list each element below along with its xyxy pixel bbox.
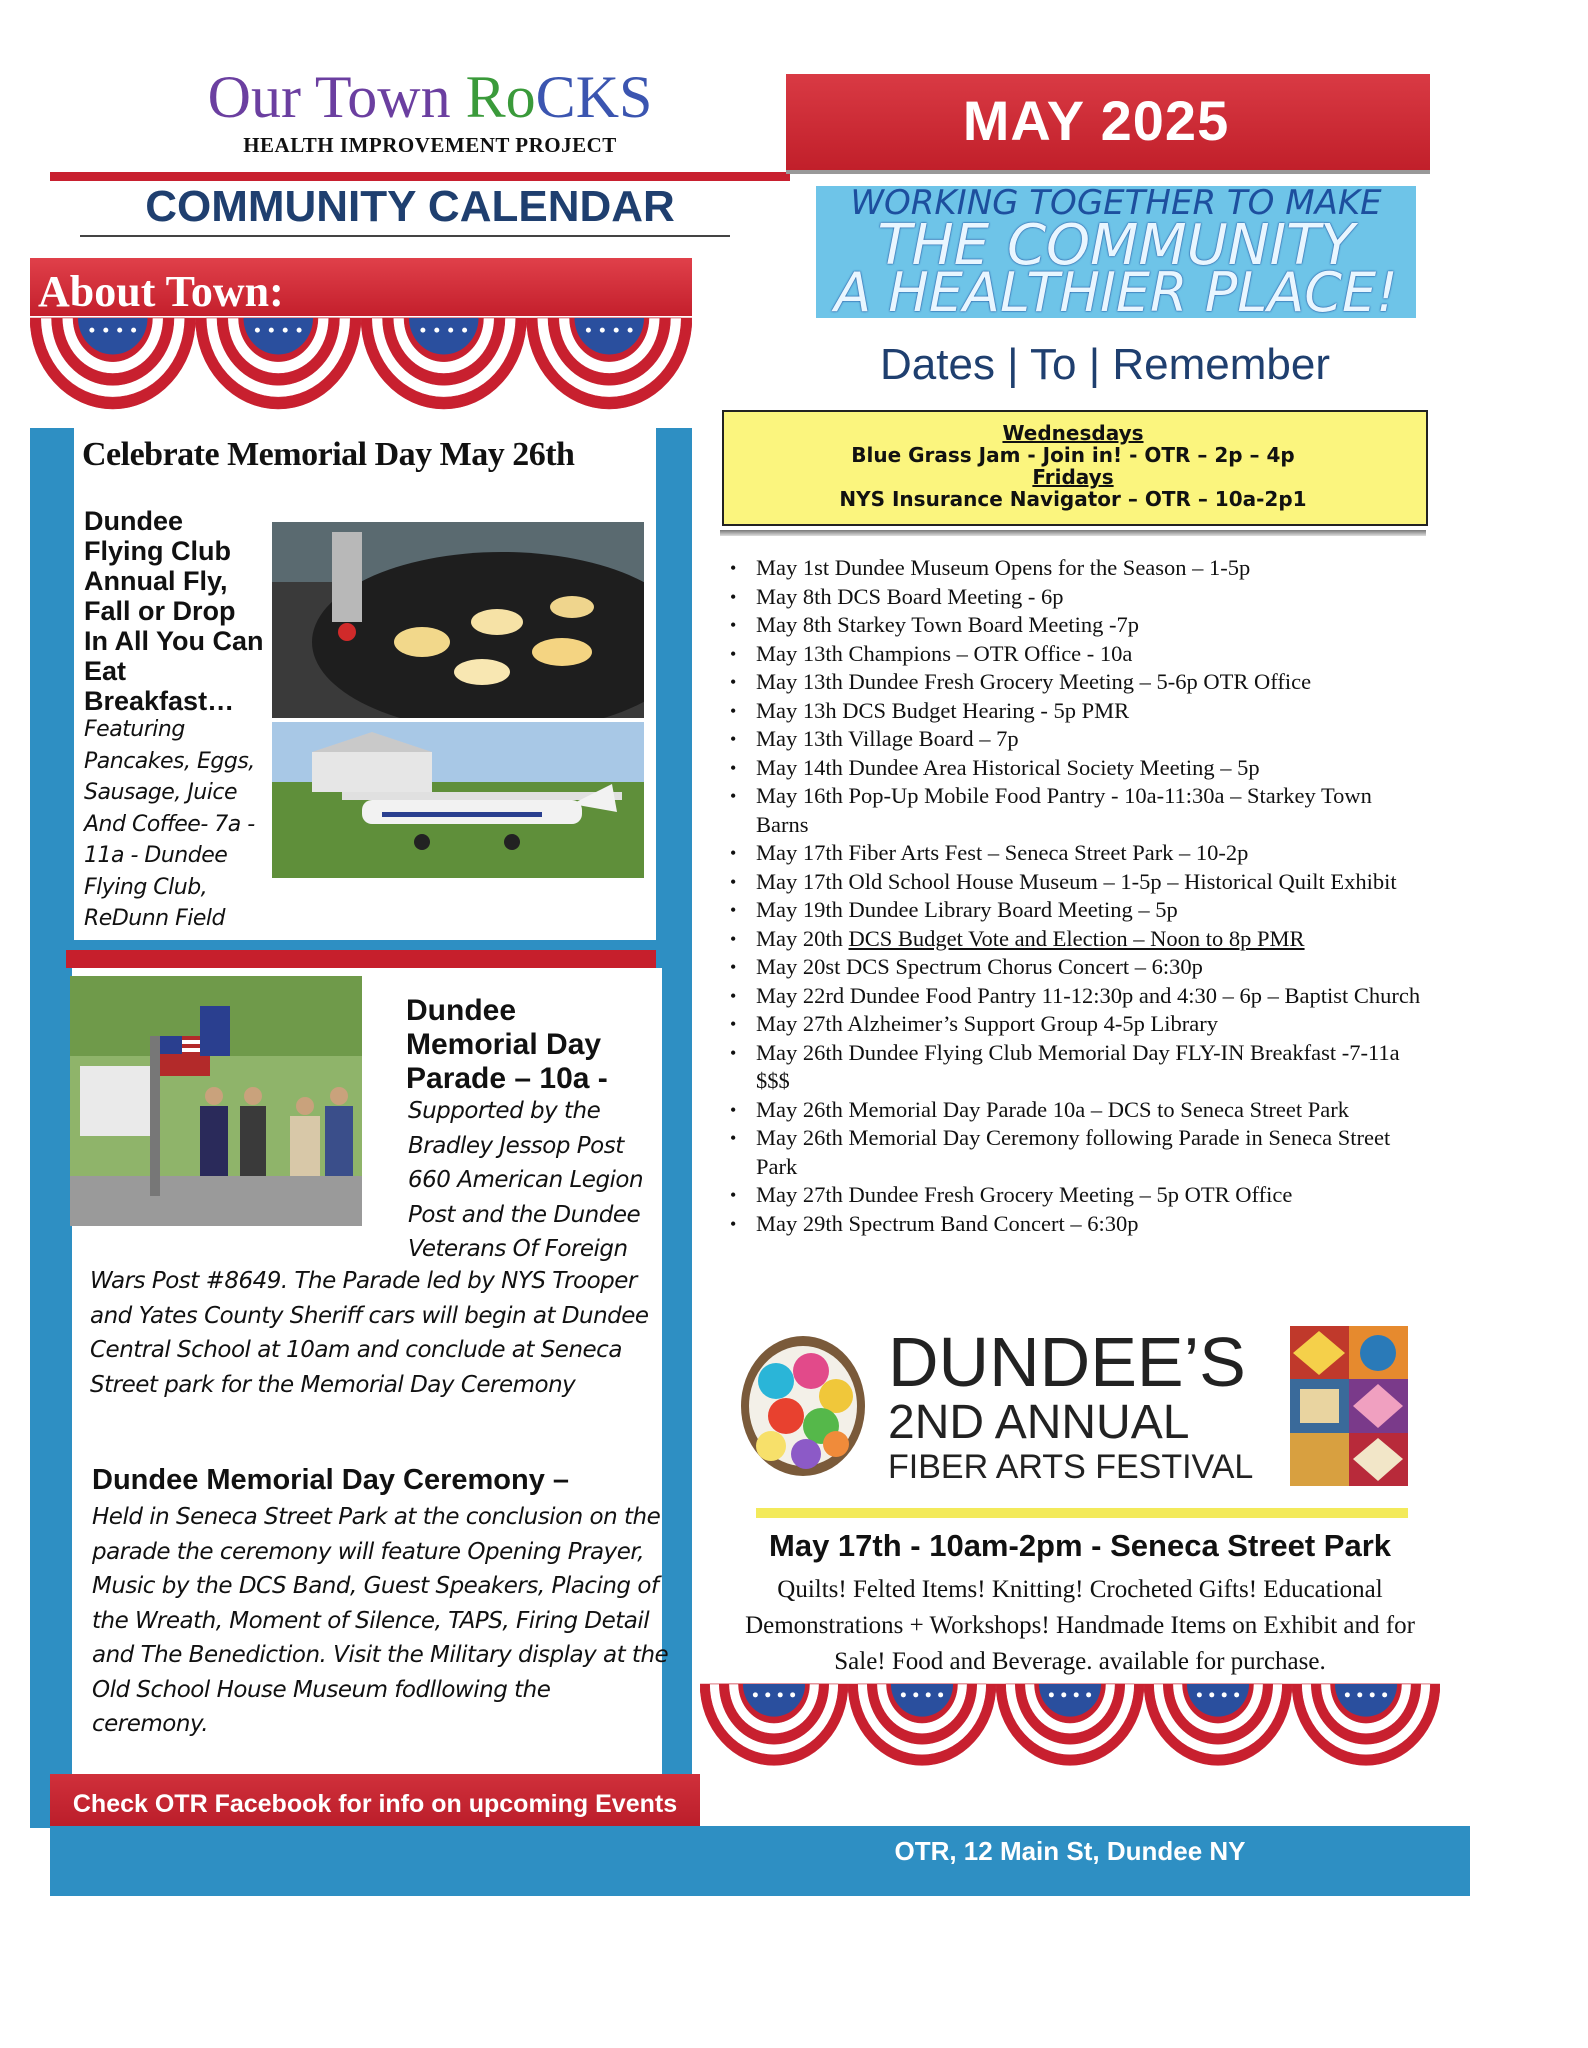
bunting-star <box>1049 1692 1054 1697</box>
bunting-star <box>628 328 633 333</box>
list-item: • May 26th Memorial Day Ceremony following Parade in Seneca Street Park <box>722 1124 1422 1181</box>
list-item: • May 22rd Dundee Food Pantry 11-12:30p and 4:30 – 6p – Baptist Church <box>722 982 1422 1011</box>
bunting-star <box>103 328 108 333</box>
fiber-title-festival: FIBER ARTS FESTIVAL <box>888 1448 1254 1486</box>
list-item: • May 17th Old School House Museum – 1-5p – Historical Quilt Exhibit <box>722 868 1422 897</box>
memorial-day-heading: Celebrate Memorial Day May 26th <box>82 436 575 473</box>
bunting-star <box>1382 1692 1387 1697</box>
bunting-star <box>1209 1692 1214 1697</box>
bunting-star <box>420 328 425 333</box>
parade-body-part2: Wars Post #8649. The Parade led by NYS Trooper and Yates County Sheriff cars will begin at Dundee Central School at 10am and conclude at Seneca Street park for the Memorial Day Ceremony <box>90 1268 649 1398</box>
bunting-star <box>778 1692 783 1697</box>
bunting-star <box>462 328 467 333</box>
list-item: • May 20th DCS Budget Vote and Election – Noon to 8p PMR <box>722 925 1422 954</box>
bunting-star <box>586 328 591 333</box>
fiber-date-line: May 17th - 10am-2pm - Seneca Street Park <box>769 1528 1391 1563</box>
dates-to-remember-title: Dates | To | Remember <box>880 340 1330 389</box>
list-item: • May 8th Starkey Town Board Meeting -7p <box>722 611 1422 640</box>
flag-bunting-icon <box>700 1680 1440 1820</box>
slogan-line-2: THE COMMUNITY <box>877 213 1355 278</box>
bunting-star <box>1357 1692 1362 1697</box>
bunting-left <box>30 316 692 428</box>
bunting-star <box>1345 1692 1350 1697</box>
bunting-star <box>131 328 136 333</box>
quilt-image <box>1290 1326 1408 1486</box>
bunting-star <box>765 1692 770 1697</box>
list-item: • May 17th Fiber Arts Fest – Seneca Street Park – 10-2p <box>722 839 1422 868</box>
list-item: • May 29th Spectrum Band Concert – 6:30p <box>722 1210 1422 1239</box>
budget-vote-underlined: DCS Budget Vote and Election – Noon to 8p PMR <box>848 925 1305 951</box>
fridays-event: NYS Insurance Navigator – OTR – 10a-2p1 <box>839 487 1307 511</box>
bunting-star <box>600 328 605 333</box>
bunting-star <box>1222 1692 1227 1697</box>
brand-part-cks: CKS <box>535 64 653 130</box>
list-item: • May 19th Dundee Library Board Meeting – 5p <box>722 896 1422 925</box>
wednesdays-event: Blue Grass Jam - Join in! - OTR – 2p – 4p <box>851 443 1295 467</box>
list-item: • May 13th Champions – OTR Office - 10a <box>722 640 1422 669</box>
about-town-title: About Town: <box>38 267 284 316</box>
parade-body-part1: Supported by the Bradley Jessop Post 660 American Legion Post and the Dundee Veterans Of Foreign <box>408 1098 644 1262</box>
bunting-star <box>1086 1692 1091 1697</box>
list-item: • May 14th Dundee Area Historical Society Meeting – 5p <box>722 754 1422 783</box>
bunting-star <box>938 1692 943 1697</box>
brand-part-our-town: Our Town <box>207 64 466 130</box>
bunting-right <box>700 1680 1440 1820</box>
flying-club-body: Featuring Pancakes, Eggs, Sausage, Juice And Coffee- 7a - 11a - Dundee Flying Club, ReDunn Field <box>84 717 255 931</box>
slogan-line-1: WORKING TOGETHER TO MAKE <box>850 183 1382 223</box>
events-list <box>722 554 1422 1238</box>
list-item: • May 27th Dundee Fresh Grocery Meeting – 5p OTR Office <box>722 1181 1422 1210</box>
bunting-star <box>1234 1692 1239 1697</box>
slogan-line-3: A HEALTHIER PLACE! <box>834 261 1398 324</box>
list-item: • May 13h DCS Budget Hearing - 5p PMR <box>722 697 1422 726</box>
flag-bunting-icon <box>30 316 692 428</box>
bunting-star <box>753 1692 758 1697</box>
list-item: • May 1st Dundee Museum Opens for the Season – 1-5p <box>722 554 1422 583</box>
bunting-star <box>913 1692 918 1697</box>
brand-subtitle: HEALTH IMPROVEMENT PROJECT <box>243 133 617 157</box>
brand-title <box>150 62 710 132</box>
list-item: • May 13th Village Board – 7p <box>722 725 1422 754</box>
bunting-star <box>269 328 274 333</box>
calendar-title: COMMUNITY CALENDAR <box>145 182 675 231</box>
pancake-photo <box>272 522 644 718</box>
list-item: • May 13th Dundee Fresh Grocery Meeting – 5-6p OTR Office <box>722 668 1422 697</box>
parade-photo <box>70 976 362 1226</box>
bunting-star <box>448 328 453 333</box>
bunting-star <box>434 328 439 333</box>
calendar-underline <box>80 235 730 237</box>
facebook-note: Check OTR Facebook for info on upcoming Events <box>72 1790 678 1818</box>
bunting-star <box>790 1692 795 1697</box>
fiber-description: Quilts! Felted Items! Knitting! Crocheted Gifts! Educational Demonstrations + Workshops! Handmade Items on Exhibit and for Sale! Food and Beverage. available for purchase. <box>745 1576 1415 1675</box>
month-label: MAY 2025 <box>962 89 1230 152</box>
brand-part-ro: Ro <box>465 64 536 130</box>
list-item: • May 26th Memorial Day Parade 10a – DCS to Seneca Street Park <box>722 1096 1422 1125</box>
airplane-photo <box>272 722 644 878</box>
footer-address: OTR, 12 Main St, Dundee NY <box>894 1836 1246 1866</box>
wednesdays-label: Wednesdays <box>1002 421 1144 445</box>
bunting-star <box>89 328 94 333</box>
list-item: • May 8th DCS Board Meeting - 6p <box>722 583 1422 612</box>
bunting-star <box>901 1692 906 1697</box>
bunting-star <box>297 328 302 333</box>
fiber-yellow-rule <box>756 1508 1408 1518</box>
ceremony-title: Dundee Memorial Day Ceremony – <box>92 1464 570 1496</box>
fiber-title-2nd-annual: 2ND ANNUAL <box>888 1396 1190 1449</box>
left-red-separator <box>66 950 656 968</box>
bunting-star <box>117 328 122 333</box>
fiber-title-dundees: DUNDEE’S <box>888 1323 1246 1401</box>
ceremony-body: Held in Seneca Street Park at the conclusion on the parade the ceremony will feature Opening Prayer, Music by the DCS Band, Guest Speakers, Placing of the Wreath, Moment of Silence, TAPS, Firing Detail and The Benediction. Visit the Military display at the Old School House Museum fodllowing the ceremony. <box>92 1504 669 1737</box>
fridays-label: Fridays <box>1032 465 1114 489</box>
header-red-rule <box>50 172 790 181</box>
bunting-star <box>255 328 260 333</box>
list-item: • May 20st DCS Spectrum Chorus Concert – 6:30p <box>722 953 1422 982</box>
list-item: • May 26th Dundee Flying Club Memorial Day FLY-IN Breakfast -7-11a $$$ <box>722 1039 1422 1096</box>
bunting-star <box>1197 1692 1202 1697</box>
weekly-box-shadow <box>720 530 1426 536</box>
bunting-star <box>1074 1692 1079 1697</box>
bunting-star <box>283 328 288 333</box>
parade-title: Dundee Memorial Day Parade – 10a - <box>406 994 608 1095</box>
bunting-star <box>1370 1692 1375 1697</box>
list-item: • May 16th Pop-Up Mobile Food Pantry - 10a-11:30a – Starkey Town Barns <box>722 782 1422 839</box>
yarn-basket-image <box>736 1326 870 1486</box>
flying-club-title: Dundee Flying Club Annual Fly, Fall or Drop In All You Can Eat Breakfast… <box>84 506 264 716</box>
bunting-star <box>614 328 619 333</box>
bunting-star <box>1061 1692 1066 1697</box>
bunting-star <box>926 1692 931 1697</box>
list-item: • May 27th Alzheimer’s Support Group 4-5p Library <box>722 1010 1422 1039</box>
